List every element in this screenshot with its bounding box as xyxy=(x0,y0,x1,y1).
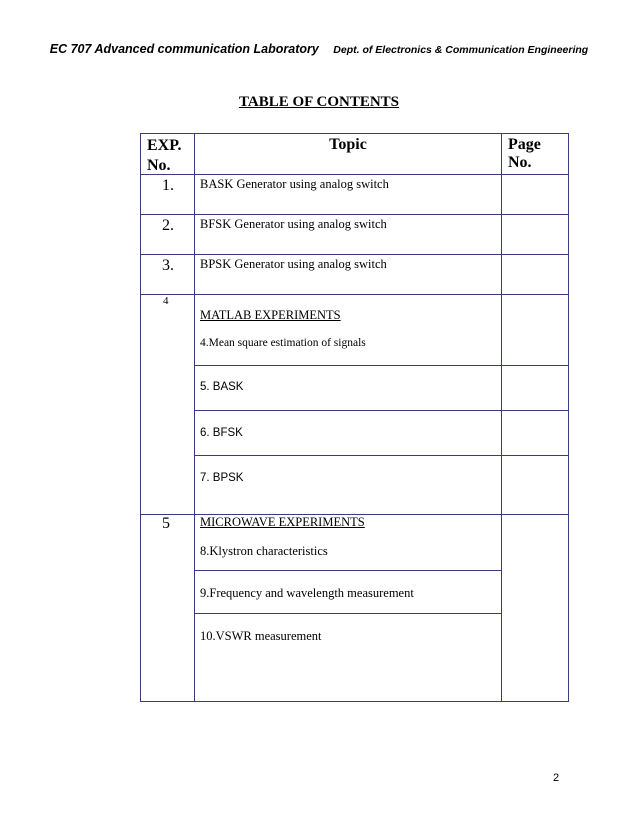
header-exp-no: EXP. No. xyxy=(147,137,182,174)
column-divider xyxy=(501,134,502,701)
matlab-heading: MATLAB EXPERIMENTS xyxy=(200,308,341,322)
row-3-number: 3. xyxy=(162,257,174,274)
page-header xyxy=(0,40,638,58)
row-divider xyxy=(194,455,568,456)
row-4-item-3: 6. BFSK xyxy=(200,427,243,439)
row-5-item-2: 9.Frequency and wavelength measurement xyxy=(200,586,414,600)
row-2-topic: BFSK Generator using analog switch xyxy=(200,217,387,231)
microwave-heading: MICROWAVE EXPERIMENTS xyxy=(200,515,365,529)
header-topic: Topic xyxy=(329,136,367,153)
row-divider xyxy=(194,613,501,614)
row-divider xyxy=(194,410,568,411)
row-divider xyxy=(194,570,501,571)
header-page-no: Page No. xyxy=(508,136,541,171)
row-5-item-3: 10.VSWR measurement xyxy=(200,629,322,643)
row-4-item-2: 5. BASK xyxy=(200,381,244,393)
row-divider xyxy=(141,174,568,175)
lab-title: EC 707 Advanced communication Laboratory xyxy=(49,42,319,56)
page-number: 2 xyxy=(553,772,560,784)
row-1-number: 1. xyxy=(162,177,174,194)
row-4-number: 4 xyxy=(163,295,169,307)
department-name: Dept. of Electronics & Communication Engineering xyxy=(333,44,589,56)
row-4-item-4: 7. BPSK xyxy=(200,472,244,484)
row-2-number: 2. xyxy=(162,217,174,234)
column-divider xyxy=(194,134,195,701)
row-divider xyxy=(141,294,568,295)
page-title: TABLE OF CONTENTS xyxy=(238,94,400,110)
row-divider xyxy=(141,214,568,215)
row-divider xyxy=(141,254,568,255)
row-1-topic: BASK Generator using analog switch xyxy=(200,177,389,191)
row-5-item-1: 8.Klystron characteristics xyxy=(200,544,328,558)
row-5-number: 5 xyxy=(162,515,170,532)
row-divider xyxy=(194,365,568,366)
row-3-topic: BPSK Generator using analog switch xyxy=(200,257,387,271)
contents-table xyxy=(140,133,569,702)
row-4-item-1: 4.Mean square estimation of signals xyxy=(200,337,366,349)
